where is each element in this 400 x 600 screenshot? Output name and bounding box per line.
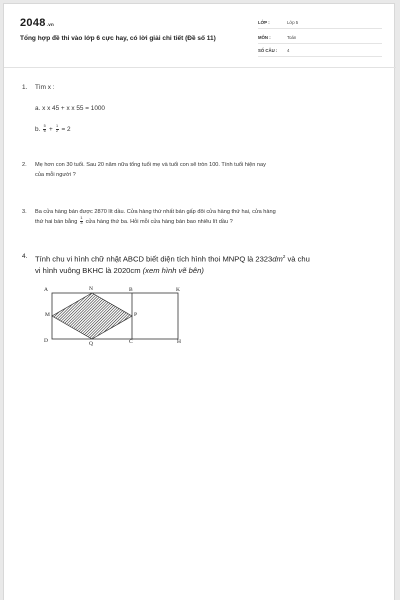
document-header — [4, 4, 396, 68]
question-3-line-1: Ba cửa hàng bán được 2870 lít dầu. Cửa hàng thứ nhất bán gấp đôi cửa hàng thứ hai, cửa hàng — [35, 209, 276, 215]
meta-question-count-value: 4 — [287, 48, 290, 53]
meta-grade-value: Lớp 5 — [287, 20, 299, 25]
point-label-c: C — [129, 339, 133, 345]
point-label-p: P — [134, 312, 138, 318]
geometry-figure — [44, 287, 194, 347]
point-label-k: K — [176, 287, 180, 293]
meta-subject-label: MÔN : — [258, 35, 271, 40]
question-3-line-2: thứ hai bán bằng $\frac{1}{3}$ cửa hàng thứ ba. Hỏi mỗi cửa hàng bán bao nhiêu lít dầu ? — [35, 216, 233, 226]
question-2 — [22, 160, 388, 184]
question-4-line-2: vi hình vuông BKHC là 2020cm (xem hình vẽ bên) — [35, 266, 204, 275]
question-1 — [22, 83, 382, 143]
question-1-part-a: a. x x 45 + x x 55 = 1000 — [35, 105, 105, 112]
meta-subject — [258, 34, 382, 44]
point-label-d: D — [44, 338, 48, 344]
point-label-m: M — [45, 312, 50, 318]
question-3 — [22, 207, 392, 233]
point-label-n: N — [89, 286, 93, 292]
question-4 — [22, 250, 388, 280]
question-1-part-b: b. $\frac{5}{6}$ + $\frac{1}{2}$ = 2 — [35, 124, 71, 133]
question-2-line-2: của mỗi người ? — [35, 172, 76, 178]
meta-subject-value: Toán — [287, 35, 297, 40]
fraction-five-sixths: $\frac{5}{6}$ — [43, 124, 46, 133]
meta-grade-label: LỚP : — [258, 20, 270, 25]
point-label-q: Q — [89, 341, 93, 347]
meta-question-count-label: SỐ CÂU : — [258, 48, 278, 53]
question-1-title: Tìm x : — [35, 84, 55, 91]
rhombus-mnpq — [52, 293, 132, 339]
figure-reference-note: (xem hình vẽ bên) — [142, 266, 204, 275]
site-logo[interactable]: 2048.vn — [20, 17, 55, 29]
question-2-number: 2. — [22, 162, 27, 168]
document-title: Tổng hợp đề thi vào lớp 6 cực hay, có lời giải chi tiết (Đề số 11) — [20, 35, 216, 42]
document-page — [3, 3, 395, 600]
point-label-b: B — [129, 287, 133, 293]
question-4-line-1: Tính chu vi hình chữ nhật ABCD biết diện tích hình thoi MNPQ là $2323dm^2$ và chu — [35, 254, 310, 264]
meta-question-count — [258, 47, 382, 57]
point-label-h: H — [177, 339, 181, 345]
meta-grade — [258, 19, 382, 29]
question-2-line-1: Mẹ hơn con 30 tuổi. Sau 20 năm nữa tổng tuổi mẹ và tuổi con sẽ tròn 100. Tính tuổi hiện nay — [35, 162, 266, 168]
question-1-number: 1. — [22, 84, 28, 91]
question-3-number: 3. — [22, 209, 27, 215]
point-label-a: A — [44, 287, 48, 293]
fraction-one-third: $\frac{1}{3}$ — [80, 216, 83, 226]
fraction-one-half: $\frac{1}{2}$ — [56, 124, 59, 133]
question-4-number: 4. — [22, 253, 28, 260]
